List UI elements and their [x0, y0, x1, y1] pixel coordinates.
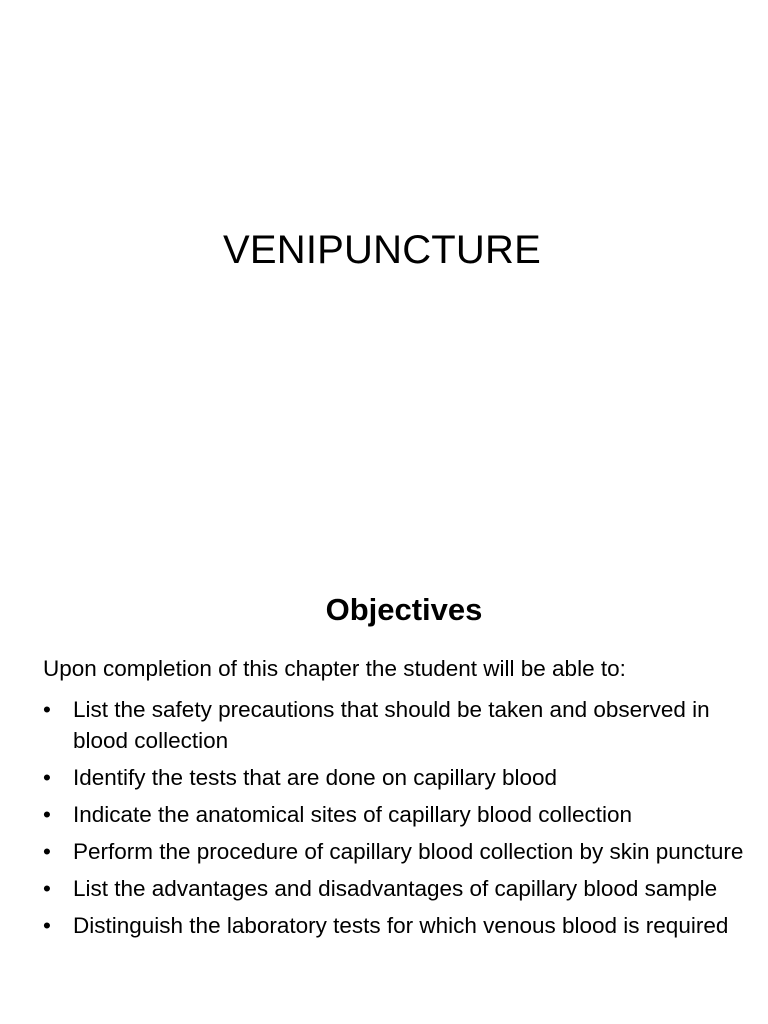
objective-text: Identify the tests that are done on capillary blood: [73, 765, 558, 790]
objective-text: Distinguish the laboratory tests for which venous blood is required: [73, 913, 729, 938]
objective-item: [43, 873, 753, 904]
objective-text: Indicate the anatomical sites of capillary blood collection: [73, 802, 633, 827]
bullet-icon: •: [43, 913, 51, 938]
bullet-icon: •: [43, 839, 51, 864]
bullet-icon: •: [43, 765, 51, 790]
objectives-list: [43, 694, 753, 947]
objective-text: Perform the procedure of capillary blood collection by skin puncture: [73, 839, 744, 864]
objective-text: List the safety precautions that should be taken and observed in blood collection: [73, 697, 710, 753]
objective-item: [43, 836, 753, 867]
slide-title: VENIPUNCTURE: [223, 228, 541, 272]
objective-item: [43, 910, 753, 941]
objective-text: List the advantages and disadvantages of capillary blood sample: [73, 876, 718, 901]
objectives-heading: Objectives: [325, 592, 483, 627]
objective-item: [43, 799, 753, 830]
bullet-icon: •: [43, 802, 51, 827]
objective-item: [43, 694, 753, 756]
objective-item: [43, 762, 753, 793]
objectives-slide: [0, 560, 768, 1024]
bullet-icon: •: [43, 697, 51, 722]
objectives-intro: Upon completion of this chapter the student will be able to:: [43, 656, 626, 681]
bullet-icon: •: [43, 876, 51, 901]
